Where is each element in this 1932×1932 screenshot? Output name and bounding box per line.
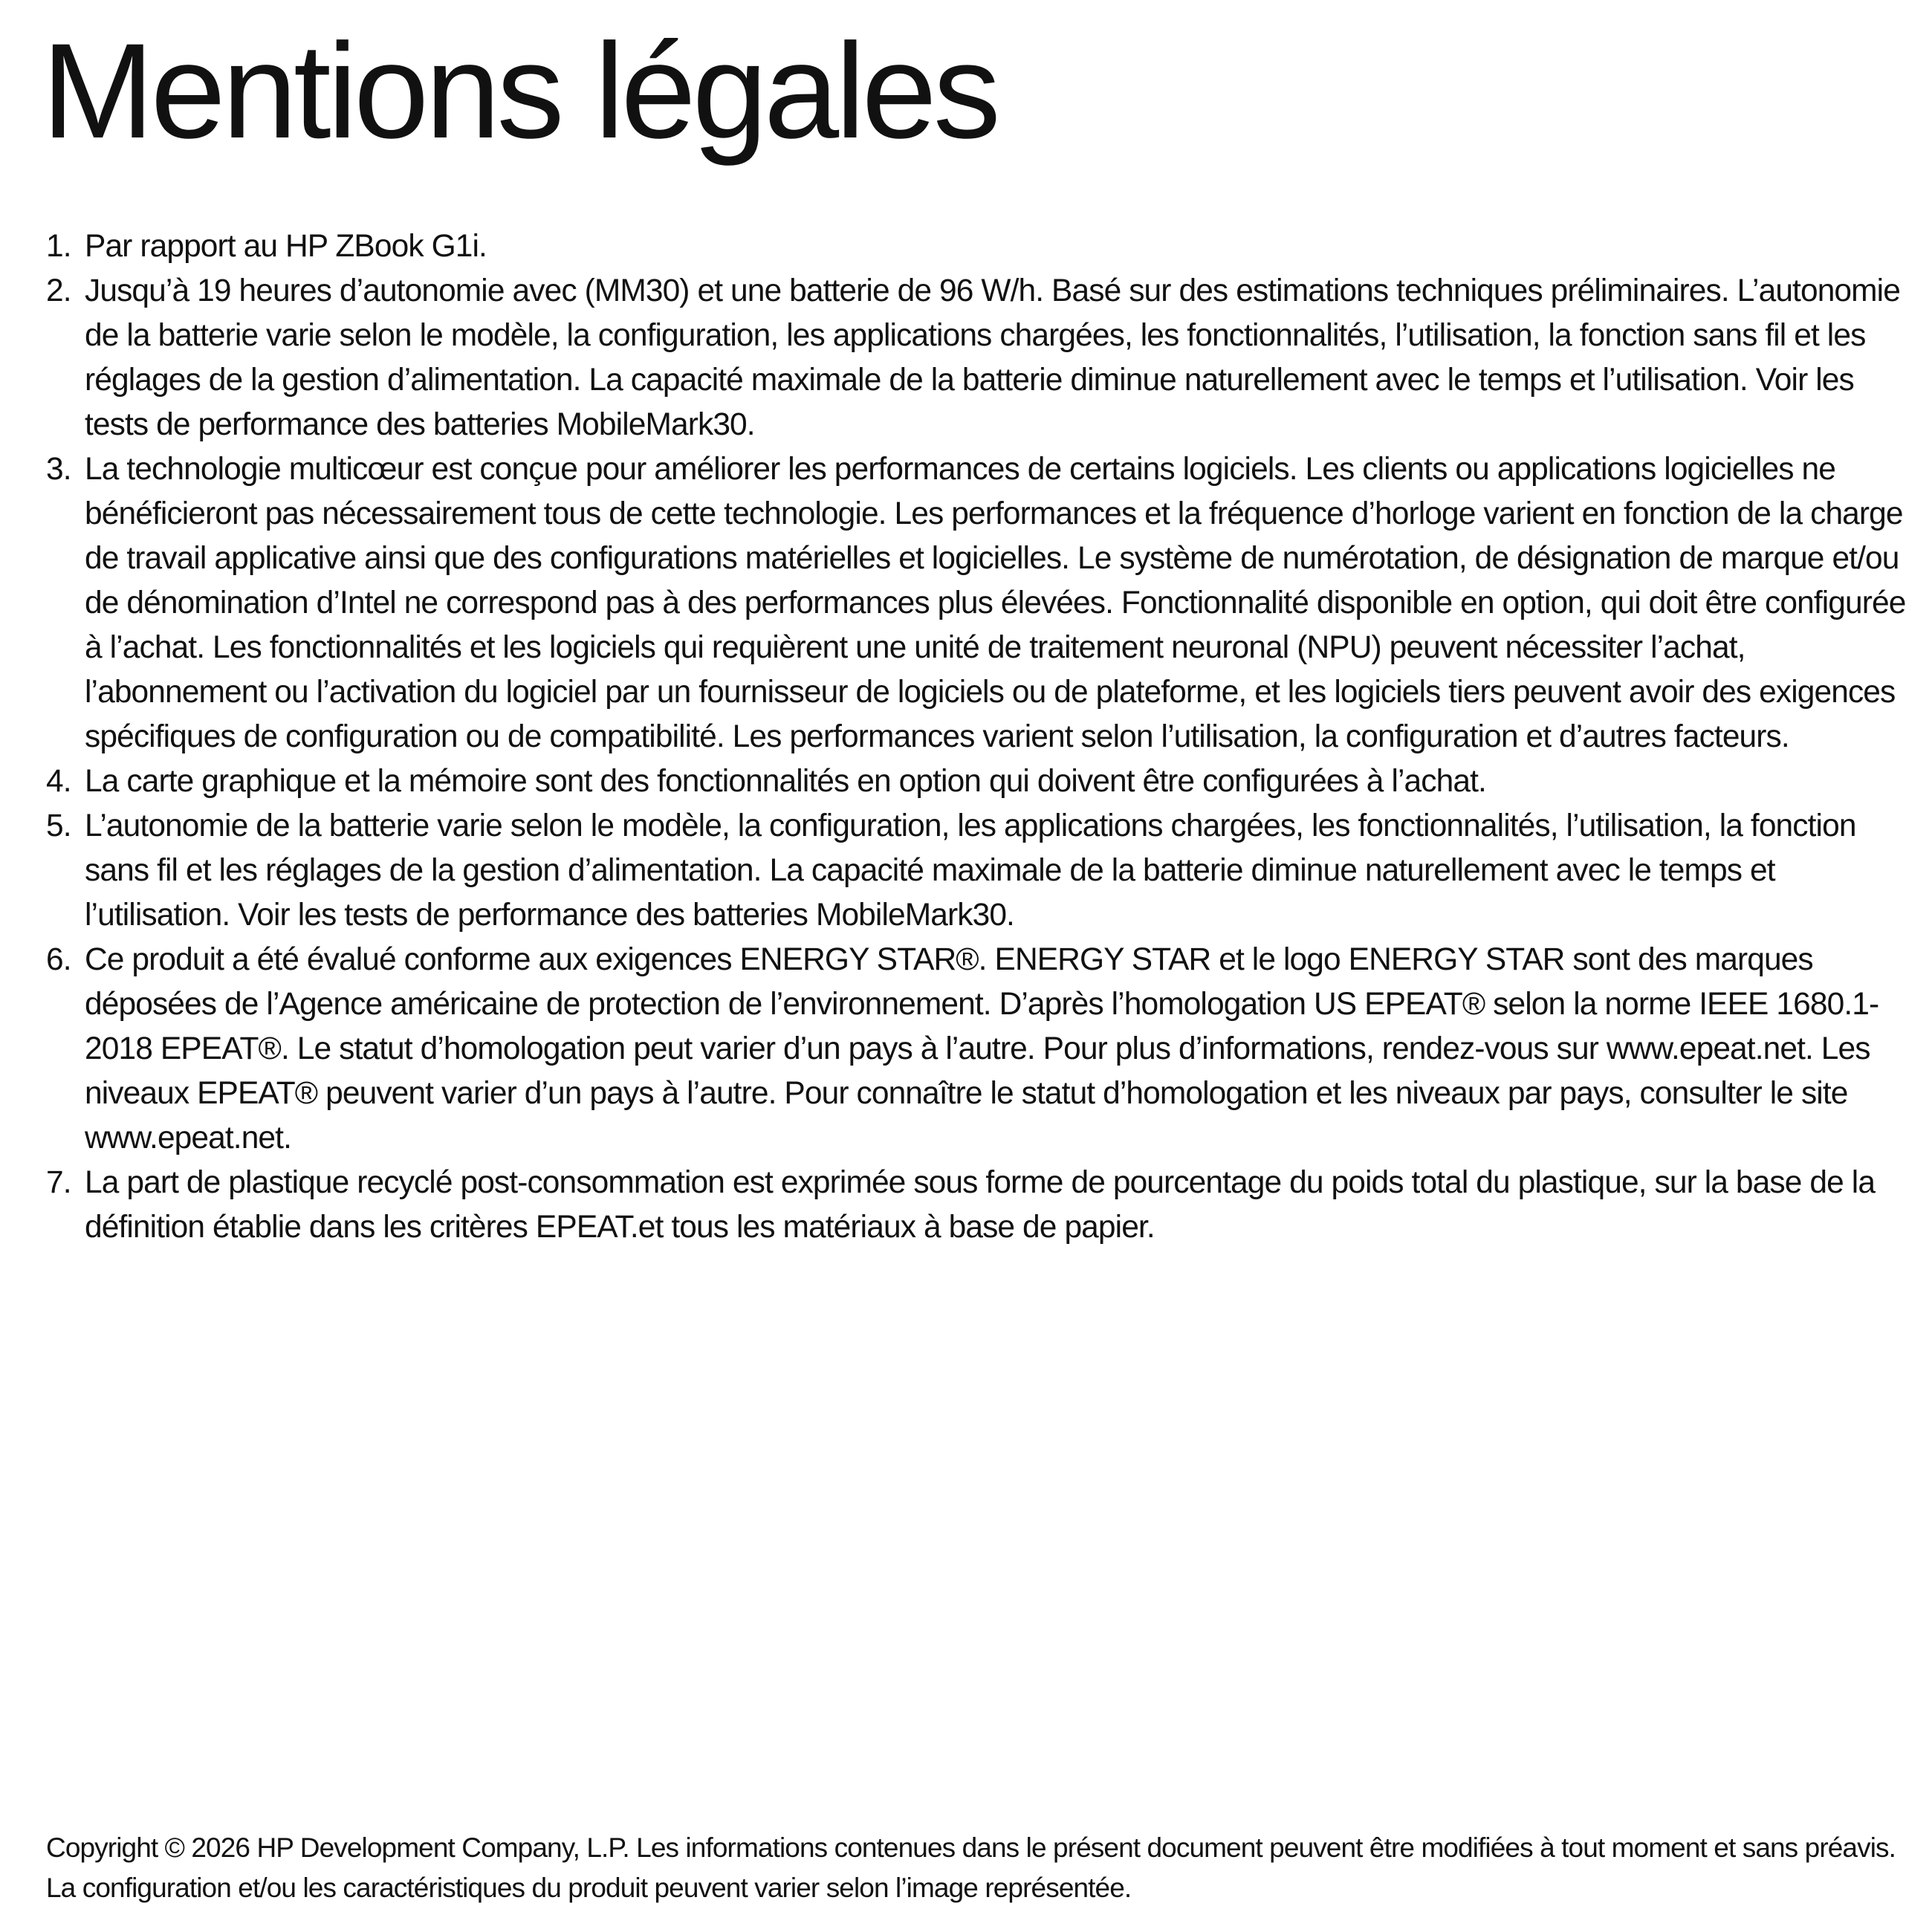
- note-text: La carte graphique et la mémoire sont des fonctionnalités en option qui doivent être configurées à l’achat.: [85, 764, 1486, 799]
- legal-note-4: [42, 759, 1910, 804]
- note-text: Ce produit a été évalué conforme aux exigences ENERGY STAR®. ENERGY STAR et le logo ENERGY STAR sont des marques déposées de l’Agence américaine de protection de l’environnement. D’après l’homologation US EPEAT® selon la norme IEEE 1680.1-2018 EPEAT®. Le statut d’homologation peut varier d’un pays à l’autre. Pour plus d’informations, rendez-vous sur www.epeat.net. Les niveaux EPEAT® peuvent varier d’un pays à l’autre. Pour connaître le statut d’homologation et les niveaux par pays, consulter le site www.epeat.net.: [85, 942, 1879, 1155]
- note-number: 1.: [46, 229, 71, 264]
- copyright-footer: Copyright © 2026 HP Development Company, L.P. Les informations contenues dans le présent document peuvent être modifiées à tout moment et sans préavis. La configuration et/ou les caractéristiques du produit peuvent varier selon l’image représentée.: [46, 1832, 1896, 1903]
- legal-note-1: [42, 224, 1910, 269]
- note-number: 2.: [46, 273, 71, 308]
- legal-note-2: [42, 269, 1910, 447]
- legal-note-5: [42, 804, 1910, 938]
- note-text: L’autonomie de la batterie varie selon le modèle, la configuration, les applications chargées, les fonctionnalités, l’utilisation, la fonction sans fil et les réglages de la gestion d’alimentation. La capacité maximale de la batterie diminue naturellement avec le temps et l’utilisation. Voir les tests de performance des batteries MobileMark30.: [85, 808, 1856, 933]
- note-text: Par rapport au HP ZBook G1i.: [85, 229, 487, 264]
- legal-note-7: [42, 1161, 1910, 1250]
- note-number: 6.: [46, 942, 71, 977]
- note-text: La part de plastique recyclé post-consommation est exprimée sous forme de pourcentage du poids total du plastique, sur la base de la définition établie dans les critères EPEAT.et tous les matériaux à base de papier.: [85, 1165, 1876, 1245]
- note-number: 3.: [46, 452, 71, 487]
- legal-note-6: [42, 938, 1910, 1161]
- legal-notes-list: [42, 224, 1910, 1250]
- note-text: La technologie multicœur est conçue pour améliorer les performances de certains logiciels. Les clients ou applications logicielles ne bénéficieront pas nécessairement tous de cette technologie. Les performances et la fréquence d’horloge varient en fonction de la charge de travail applicative ainsi que des configurations matérielles et logicielles. Le système de numérotation, de désignation de marque et/ou de dénomination d’Intel ne correspond pas à des performances plus élevées. Fonctionnalité disponible en option, qui doit être configurée à l’achat. Les fonctionnalités et les logiciels qui requièrent une unité de traitement neuronal (NPU) peuvent nécessiter l’achat, l’abonnement ou l’activation du logiciel par un fournisseur de logiciels ou de plateforme, et les logiciels tiers peuvent avoir des exigences spécifiques de configuration ou de compatibilité. Les performances varient selon l’utilisation, la configuration et d’autres facteurs.: [85, 452, 1906, 754]
- page-title: Mentions légales: [42, 15, 997, 166]
- note-text: Jusqu’à 19 heures d’autonomie avec (MM30) et une batterie de 96 W/h. Basé sur des estimations techniques préliminaires. L’autonomie de la batterie varie selon le modèle, la configuration, les applications chargées, les fonctionnalités, l’utilisation, la fonction sans fil et les réglages de la gestion d’alimentation. La capacité maximale de la batterie diminue naturellement avec le temps et l’utilisation. Voir les tests de performance des batteries MobileMark30.: [85, 273, 1900, 442]
- note-number: 4.: [46, 764, 71, 799]
- note-number: 7.: [46, 1165, 71, 1200]
- note-number: 5.: [46, 808, 71, 843]
- legal-note-3: [42, 447, 1910, 759]
